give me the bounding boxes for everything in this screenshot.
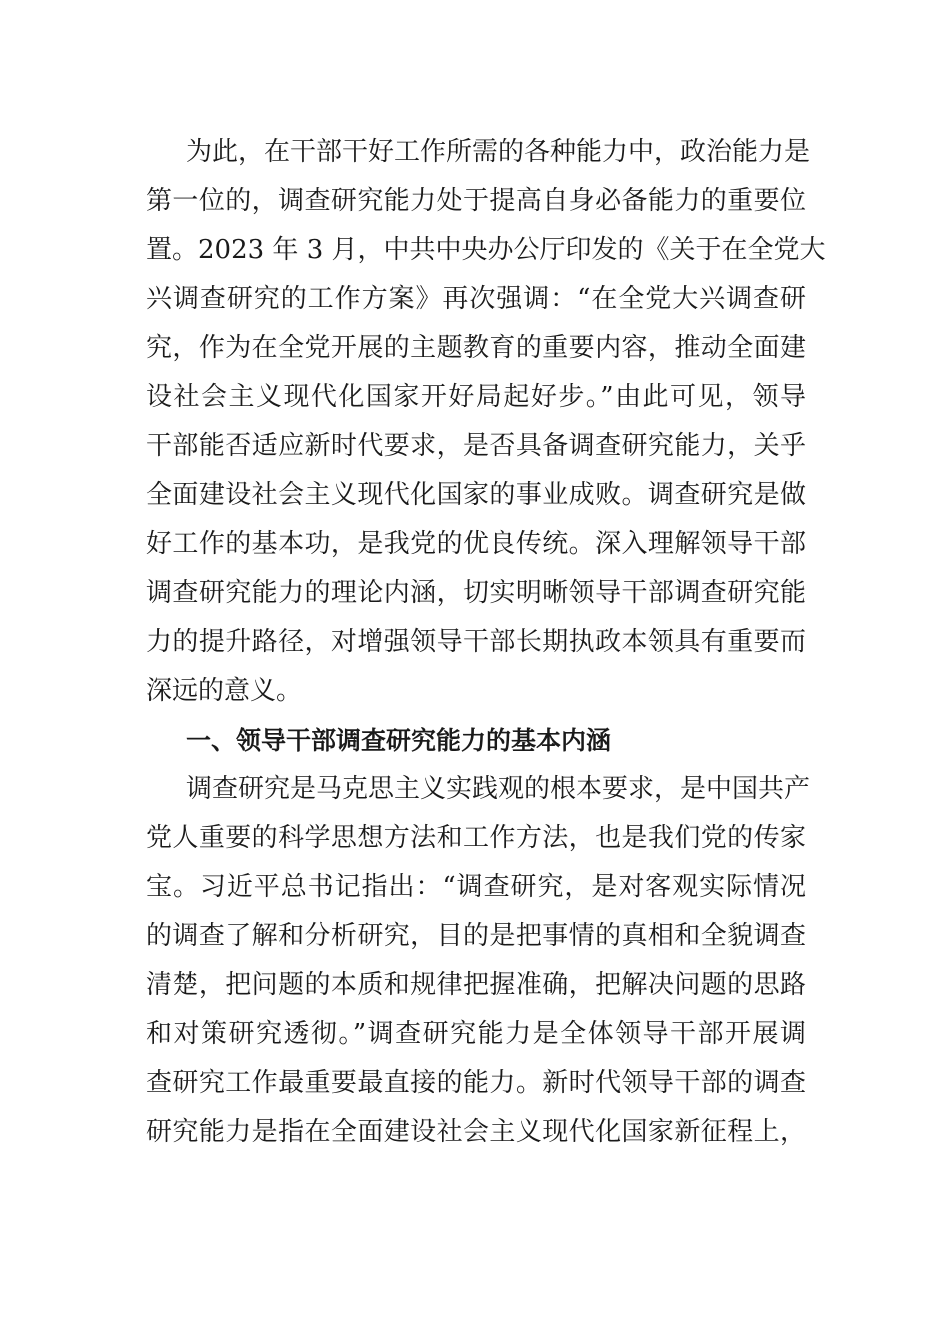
paragraph-1 bbox=[146, 128, 826, 716]
paragraph-line: 调查研究能力的理论内涵，切实明晰领导干部调查研究能 bbox=[146, 578, 806, 608]
paragraph-line: 全面建设社会主义现代化国家的事业成败。调查研究是做 bbox=[146, 480, 806, 510]
paragraph-line: 清楚，把问题的本质和规律把握准确，把解决问题的思路 bbox=[146, 970, 806, 1000]
paragraph-line: 第一位的，调查研究能力处于提高自身必备能力的重要位 bbox=[146, 186, 806, 216]
section-heading: 一、领导干部调查研究能力的基本内涵 bbox=[186, 726, 612, 755]
paragraph-line: 党人重要的科学思想方法和工作方法，也是我们党的传家 bbox=[146, 823, 806, 853]
paragraph-line: 兴调查研究的工作方案》再次强调：“在全党大兴调查研 bbox=[146, 284, 806, 314]
paragraph-line: 究，作为在全党开展的主题教育的重要内容，推动全面建 bbox=[146, 333, 806, 363]
paragraph-line: 干部能否适应新时代要求，是否具备调查研究能力，关乎 bbox=[146, 431, 806, 461]
paragraph-line: 设社会主义现代化国家开好局起好步。”由此可见，领导 bbox=[146, 382, 806, 412]
paragraph-line: 调查研究是马克思主义实践观的根本要求，是中国共产 bbox=[186, 774, 811, 804]
paragraph-line: 的调查了解和分析研究，目的是把事情的真相和全貌调查 bbox=[146, 921, 806, 951]
paragraph-line: 置。2023 年 3 月，中共中央办公厅印发的《关于在全党大 bbox=[146, 235, 826, 265]
paragraph-line: 宝。习近平总书记指出：“调查研究，是对客观实际情况 bbox=[146, 872, 806, 902]
paragraph-line: 力的提升路径，对增强领导干部长期执政本领具有重要而 bbox=[146, 627, 806, 657]
paragraph-line: 查研究工作最重要最直接的能力。新时代领导干部的调查 bbox=[146, 1068, 806, 1098]
paragraph-line: 和对策研究透彻。”调查研究能力是全体领导干部开展调 bbox=[146, 1019, 806, 1049]
paragraph-line: 研究能力是指在全面建设社会主义现代化国家新征程上， bbox=[146, 1117, 806, 1147]
paragraph-line: 深远的意义。 bbox=[146, 676, 303, 706]
document-body bbox=[146, 128, 826, 1157]
paragraph-2 bbox=[146, 765, 811, 1157]
paragraph-line: 好工作的基本功，是我党的优良传统。深入理解领导干部 bbox=[146, 529, 806, 559]
paragraph-line: 为此，在干部干好工作所需的各种能力中，政治能力是 bbox=[186, 137, 811, 167]
